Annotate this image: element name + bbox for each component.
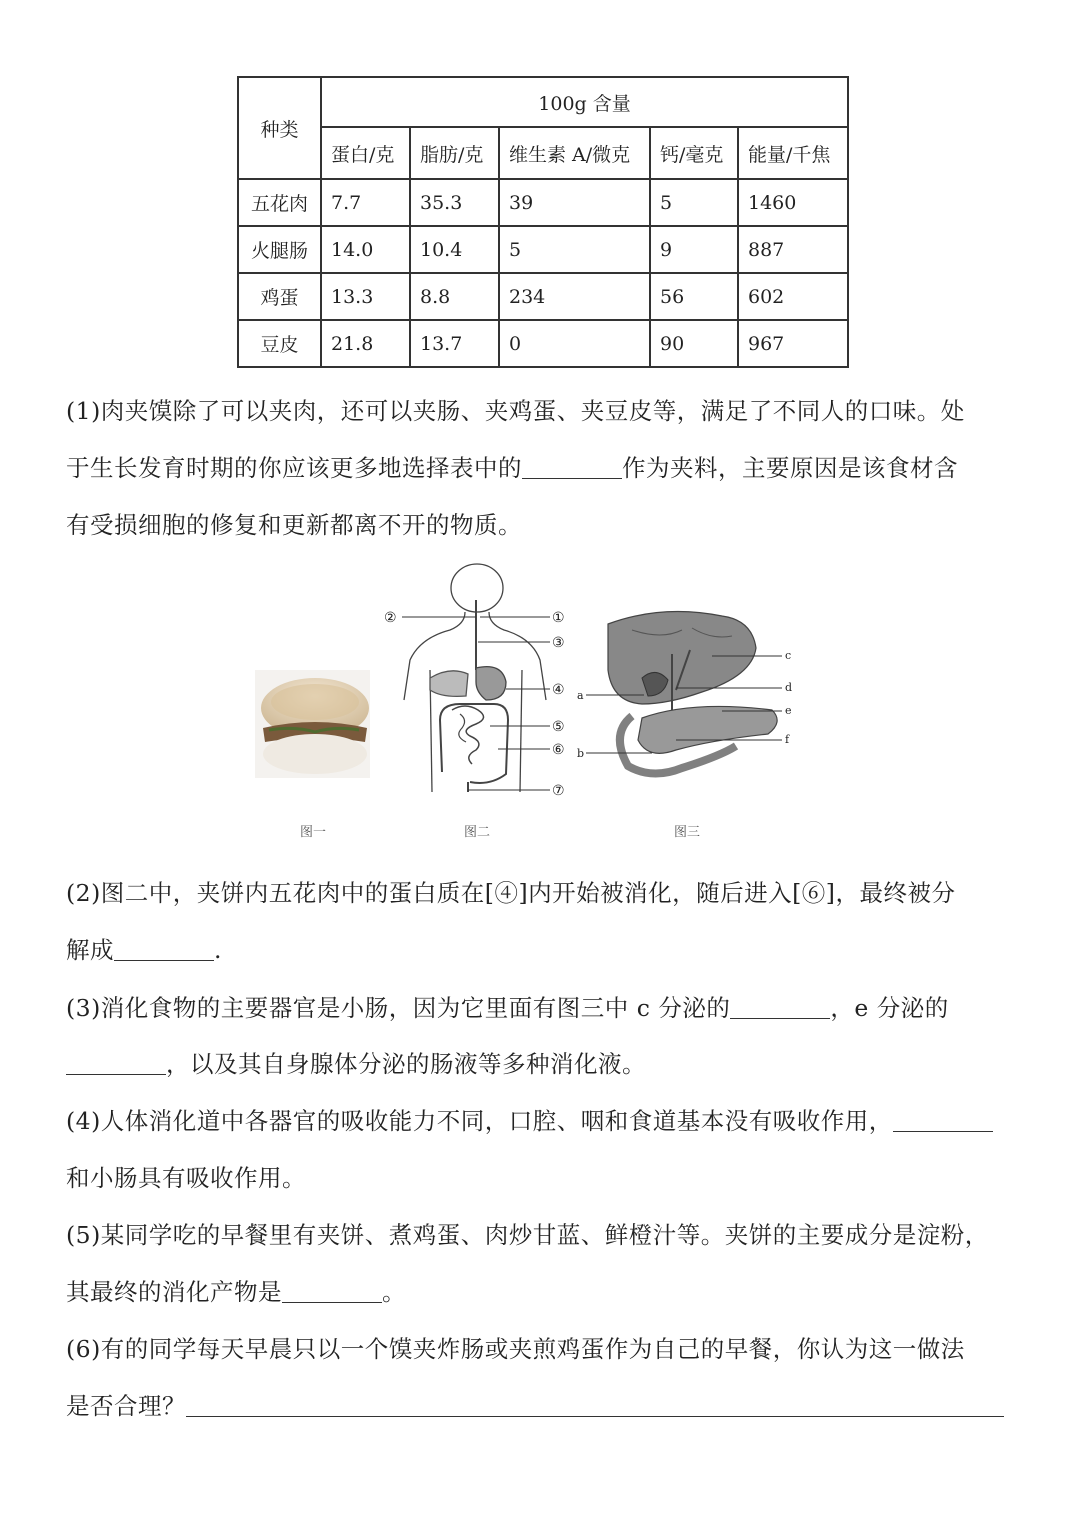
table-cell: 1460 xyxy=(738,179,848,226)
q6-text-a: 是否合理？ xyxy=(66,1392,186,1420)
fig3-caption: 图三 xyxy=(674,825,701,840)
row-name: 火腿肠 xyxy=(238,226,321,273)
liver-pancreas-diagram xyxy=(572,600,802,780)
table-cell: 39 xyxy=(499,179,650,226)
answer-blank[interactable] xyxy=(114,936,214,961)
fig1-caption: 图一 xyxy=(300,825,327,840)
q5-line1: (5)某同学吃的早餐里有夹饼、煮鸡蛋、肉炒甘蓝、鲜橙汁等。夹饼的主要成分是淀粉， xyxy=(66,1221,989,1249)
nutrition-table xyxy=(237,76,849,368)
fig2-label: ① xyxy=(552,610,565,626)
q3-text-a: (3)消化食物的主要器官是小肠，因为它里面有图三中 c 分泌的 xyxy=(66,994,731,1022)
fig3-label: b xyxy=(577,747,585,760)
answer-blank[interactable] xyxy=(186,1392,1004,1417)
q4-text-a: (4)人体消化道中各器官的吸收能力不同，口腔、咽和食道基本没有吸收作用， xyxy=(66,1107,893,1135)
fig2-label: ⑤ xyxy=(552,719,565,735)
fig2-label: ⑦ xyxy=(552,783,565,799)
q3-line2 xyxy=(66,1045,1016,1079)
table-cell: 967 xyxy=(738,320,848,367)
fig2-label: ④ xyxy=(552,682,565,698)
rougamo-photo xyxy=(255,670,370,778)
q1-line3: 有受损细胞的修复和更新都离不开的物质。 xyxy=(66,511,522,539)
q4-line1 xyxy=(66,1102,1016,1136)
q6-line1: (6)有的同学每天早晨只以一个馍夹炸肠或夹煎鸡蛋作为自己的早餐，你认为这一做法 xyxy=(66,1335,965,1363)
answer-blank[interactable] xyxy=(282,1278,382,1303)
q2-text-b: . xyxy=(214,936,222,964)
column-header: 脂肪/克 xyxy=(410,127,499,179)
digestive-system-diagram xyxy=(380,560,580,806)
column-header: 维生素 A/微克 xyxy=(499,127,650,179)
q5-line2 xyxy=(66,1273,1016,1307)
fig2-caption: 图二 xyxy=(464,825,491,840)
table-cell: 8.8 xyxy=(410,273,499,320)
q5-text-a: 其最终的消化产物是 xyxy=(66,1278,282,1306)
row-header-cell: 种类 xyxy=(238,77,321,179)
q1-text-b: 作为夹料，主要原因是该食材含 xyxy=(622,454,958,482)
table-cell: 14.0 xyxy=(321,226,410,273)
table-cell: 13.3 xyxy=(321,273,410,320)
answer-blank[interactable] xyxy=(893,1107,993,1132)
answer-blank[interactable] xyxy=(522,454,622,479)
q6-line2 xyxy=(66,1387,1016,1421)
answer-blank[interactable] xyxy=(66,1050,166,1075)
fig2-label: ② xyxy=(384,610,397,626)
table-cell: 234 xyxy=(499,273,650,320)
table-cell: 5 xyxy=(499,226,650,273)
q1-line1: (1)肉夹馍除了可以夹肉，还可以夹肠、夹鸡蛋、夹豆皮等，满足了不同人的口味。处 xyxy=(66,397,965,425)
q2-text-a: 解成 xyxy=(66,936,114,964)
q1-line2 xyxy=(66,449,1016,483)
table-cell: 10.4 xyxy=(410,226,499,273)
row-name: 鸡蛋 xyxy=(238,273,321,320)
q4-line2: 和小肠具有吸收作用。 xyxy=(66,1164,306,1192)
q3-text-c: ，以及其自身腺体分泌的肠液等多种消化液。 xyxy=(166,1050,646,1078)
q3-text-b: ，e 分泌的 xyxy=(830,994,949,1022)
fig3-label: a xyxy=(577,689,584,702)
q5-text-b: 。 xyxy=(382,1278,406,1306)
answer-blank[interactable] xyxy=(730,994,830,1019)
row-name: 豆皮 xyxy=(238,320,321,367)
table-cell: 887 xyxy=(738,226,848,273)
column-header: 钙/毫克 xyxy=(650,127,738,179)
q2-line1: (2)图二中，夹饼内五花肉中的蛋白质在[④]内开始被消化，随后进入[⑥]，最终被分 xyxy=(66,879,956,907)
table-cell: 0 xyxy=(499,320,650,367)
q1-text-a: 于生长发育时期的你应该更多地选择表中的 xyxy=(66,454,522,482)
table-cell: 602 xyxy=(738,273,848,320)
fig3-label: c xyxy=(785,649,792,662)
fig2-label: ③ xyxy=(552,635,565,651)
fig3-label: f xyxy=(785,733,790,746)
fig2-label: ⑥ xyxy=(552,742,565,758)
table-row xyxy=(238,179,848,226)
table-cell: 7.7 xyxy=(321,179,410,226)
column-header: 能量/千焦 xyxy=(738,127,848,179)
table-cell: 9 xyxy=(650,226,738,273)
table-cell: 5 xyxy=(650,179,738,226)
table-row xyxy=(238,320,848,367)
table-cell: 90 xyxy=(650,320,738,367)
fig3-label: e xyxy=(785,704,792,717)
column-header: 蛋白/克 xyxy=(321,127,410,179)
table-cell: 56 xyxy=(650,273,738,320)
table-cell: 13.7 xyxy=(410,320,499,367)
table-cell: 35.3 xyxy=(410,179,499,226)
group-header-cell: 100g 含量 xyxy=(321,77,848,127)
q2-line2 xyxy=(66,931,1016,965)
table-row xyxy=(238,226,848,273)
fig3-label: d xyxy=(785,681,793,694)
table-row xyxy=(238,273,848,320)
table-cell: 21.8 xyxy=(321,320,410,367)
q3-line1 xyxy=(66,989,1016,1023)
row-name: 五花肉 xyxy=(238,179,321,226)
